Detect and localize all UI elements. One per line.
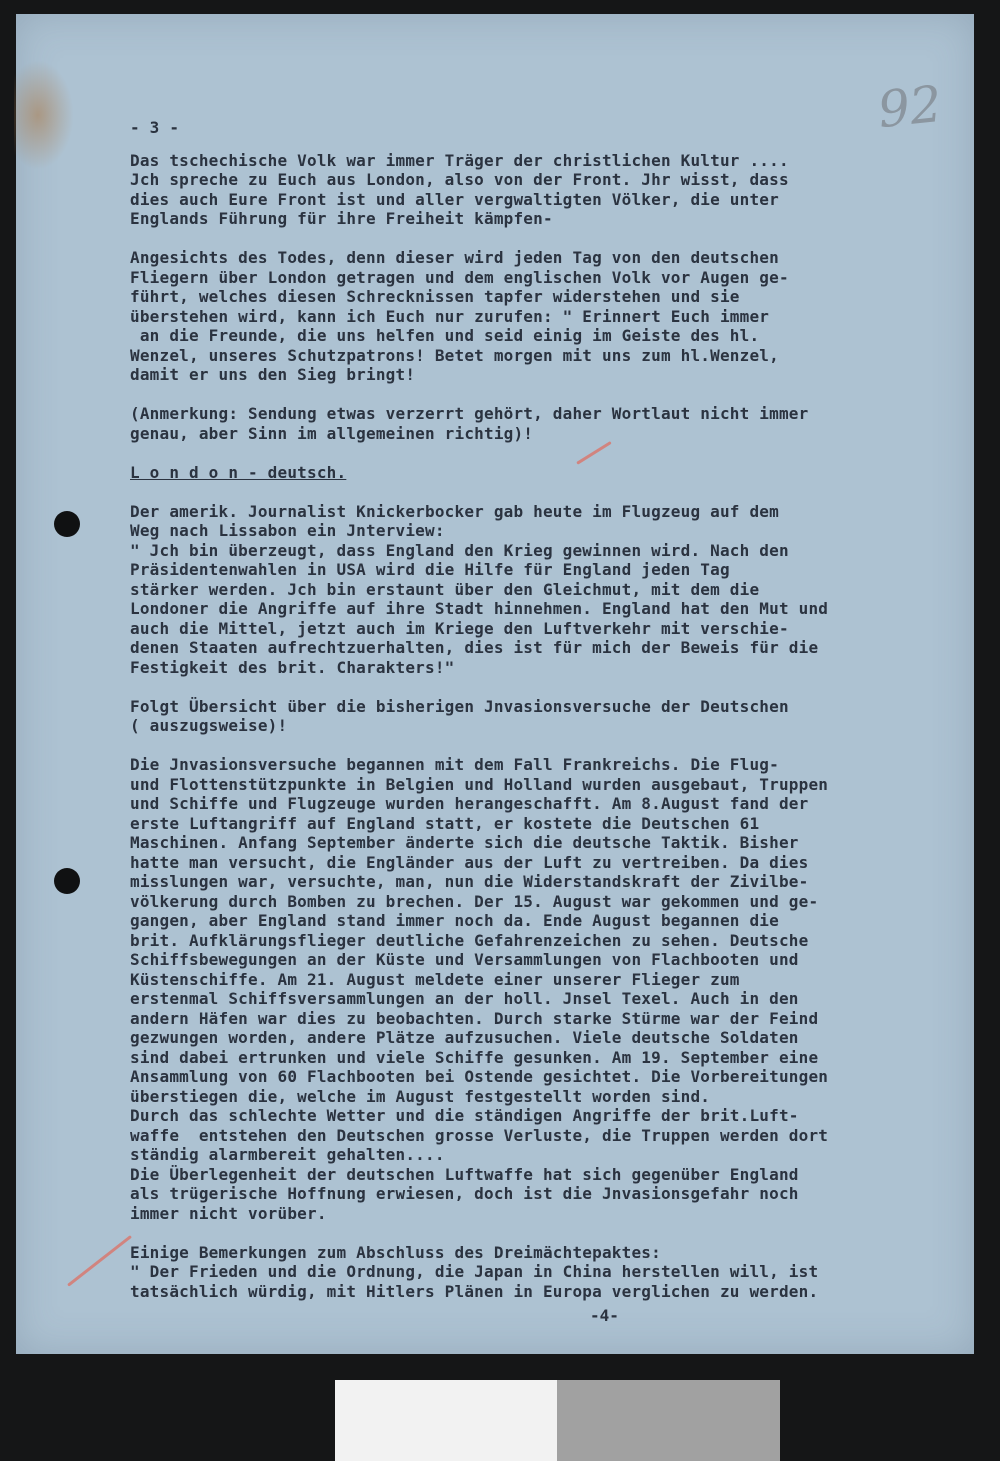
text-line: Präsidentenwahlen in USA wird die Hilfe für England jeden Tag xyxy=(130,560,730,579)
text-line: misslungen war, versuchte, man, nun die Widerstandskraft der Zivilbe- xyxy=(130,872,809,891)
text-line: Londoner die Angriffe auf ihre Stadt hinnehmen. England hat den Mut und xyxy=(130,599,829,618)
text-line: führt, welches diesen Schrecknissen tapfer widerstehen und sie xyxy=(130,287,740,306)
next-page-marker: -4- xyxy=(590,1306,619,1325)
paragraph-3 xyxy=(130,404,970,443)
paragraph-7 xyxy=(130,1243,970,1302)
text-line: immer nicht vorüber. xyxy=(130,1203,327,1223)
page-marker: - 3 - xyxy=(130,118,180,137)
text-line: denen Staaten aufrechtzuerhalten, dies ist für mich der Beweis für die xyxy=(130,638,819,657)
text-line: Weg nach Lissabon ein Jnterview: xyxy=(130,521,445,540)
text-line: Englands Führung für ihre Freiheit kämpfen- xyxy=(130,209,553,228)
paragraph-4 xyxy=(130,502,970,678)
text-line: Folgt Übersicht über die bisherigen Jnvasionsversuche der Deutschen xyxy=(130,696,789,716)
text-line: sind dabei ertrunken und viele Schiffe gesunken. Am 19. September eine xyxy=(130,1047,819,1067)
text-line: Küstenschiffe. Am 21. August meldete einer unserer Flieger zum xyxy=(130,969,740,989)
text-line: ( auszugsweise)! xyxy=(130,716,288,735)
text-line: erste Luftangriff auf England statt, er kostete die Deutschen 61 xyxy=(130,813,760,833)
text-line: erstenmal Schiffsversammlungen an der holl. Jnsel Texel. Auch in den xyxy=(130,989,799,1008)
text-line: " Jch bin überzeugt, dass England den Krieg gewinnen wird. Nach den xyxy=(130,540,789,560)
text-line: überstiegen die, welche im August festgestellt worden sind. xyxy=(130,1086,711,1106)
text-line: Festigkeit des brit. Charakters!" xyxy=(130,657,455,677)
text-line: Einige Bemerkungen zum Abschluss des Dreimächtepaktes: xyxy=(130,1242,661,1262)
text-line: Die Jnvasionsversuche begannen mit dem Fall Frankreichs. Die Flug- xyxy=(130,755,779,774)
text-line: genau, aber Sinn im allgemeinen richtig)! xyxy=(130,423,534,443)
rust-stain xyxy=(14,60,74,170)
text-line: und Schiffe und Flugzeuge wurden herangeschafft. Am 8.August fand der xyxy=(130,794,809,813)
text-line: Ansammlung von 60 Flachbooten bei Ostende gesichtet. Die Vorbereitungen xyxy=(130,1067,829,1086)
text-line: damit er uns den Sieg bringt! xyxy=(130,365,416,384)
punch-hole-top xyxy=(54,511,80,537)
text-line: andern Häfen war dies zu beobachten. Durch starke Stürme war der Feind xyxy=(130,1008,819,1028)
text-line: waffe entstehen den Deutschen grosse Verluste, die Truppen werden dort xyxy=(130,1125,829,1145)
text-line: Schiffsbewegungen an der Küste und Versammlungen von Flachbooten und xyxy=(130,950,799,969)
text-line: als trügerische Hoffnung erwiesen, doch ist die Jnvasionsgefahr noch xyxy=(130,1184,799,1203)
text-line: und Flottenstützpunkte in Belgien und Holland wurden ausgebaut, Truppen xyxy=(130,774,829,794)
text-line: dies auch Eure Front ist und aller vergwaltigten Völker, die unter xyxy=(130,189,779,209)
color-reference-gray xyxy=(557,1380,780,1461)
punch-hole-bottom xyxy=(54,868,80,894)
text-line: ständig alarmbereit gehalten.... xyxy=(130,1145,445,1164)
text-line: völkerung durch Bomben zu brechen. Der 15. August war gekommen und ge- xyxy=(130,891,819,911)
text-line: Das tschechische Volk war immer Träger der christlichen Kultur .... xyxy=(130,150,789,170)
text-line: (Anmerkung: Sendung etwas verzerrt gehört, daher Wortlaut nicht immer xyxy=(130,404,809,423)
text-line: Durch das schlechte Wetter und die ständigen Angriffe der brit.Luft- xyxy=(130,1106,799,1125)
paragraph-1 xyxy=(130,151,970,229)
text-line: gangen, aber England stand immer noch da. Ende August begannen die xyxy=(130,911,779,930)
section-heading: L o n d o n - deutsch. xyxy=(130,462,347,482)
text-line: Wenzel, unseres Schutzpatrons! Betet morgen mit uns zum hl.Wenzel, xyxy=(130,345,779,365)
color-reference-white xyxy=(335,1380,557,1461)
text-line: Jch spreche zu Euch aus London, also von der Front. Jhr wisst, dass xyxy=(130,170,789,189)
text-line: überstehen wird, kann ich Euch nur zurufen: " Erinnert Euch immer xyxy=(130,306,770,326)
text-line: an die Freunde, die uns helfen und seid einig im Geiste des hl. xyxy=(130,326,760,345)
typed-text-body xyxy=(130,118,970,1301)
text-line: Die Überlegenheit der deutschen Luftwaffe hat sich gegenüber England xyxy=(130,1164,799,1184)
text-line: auch die Mittel, jetzt auch im Kriege den Luftverkehr mit verschie- xyxy=(130,618,789,638)
text-line: gezwungen worden, andere Plätze aufzusuchen. Viele deutsche Soldaten xyxy=(130,1028,799,1047)
handwritten-folio-number: 92 xyxy=(875,74,945,140)
text-line: brit. Aufklärungsflieger deutliche Gefahrenzeichen zu sehen. Deutsche xyxy=(130,930,809,950)
text-line: Angesichts des Todes, denn dieser wird jeden Tag von den deutschen xyxy=(130,248,779,267)
paragraph-5 xyxy=(130,697,970,736)
text-line: Maschinen. Anfang September änderte sich die deutsche Taktik. Bisher xyxy=(130,833,799,852)
text-line: hatte man versucht, die Engländer aus der Luft zu vertreiben. Da dies xyxy=(130,852,809,872)
text-line: tatsächlich würdig, mit Hitlers Plänen in Europa verglichen zu werden. xyxy=(130,1281,819,1301)
text-line: Fliegern über London getragen und dem englischen Volk vor Augen ge- xyxy=(130,267,789,287)
text-line: stärker werden. Jch bin erstaunt über den Gleichmut, mit dem die xyxy=(130,579,760,599)
paragraph-2 xyxy=(130,248,970,385)
text-line: " Der Frieden und die Ordnung, die Japan in China herstellen will, ist xyxy=(130,1262,819,1281)
paragraph-6 xyxy=(130,755,970,1223)
text-line: Der amerik. Journalist Knickerbocker gab heute im Flugzeug auf dem xyxy=(130,501,779,521)
